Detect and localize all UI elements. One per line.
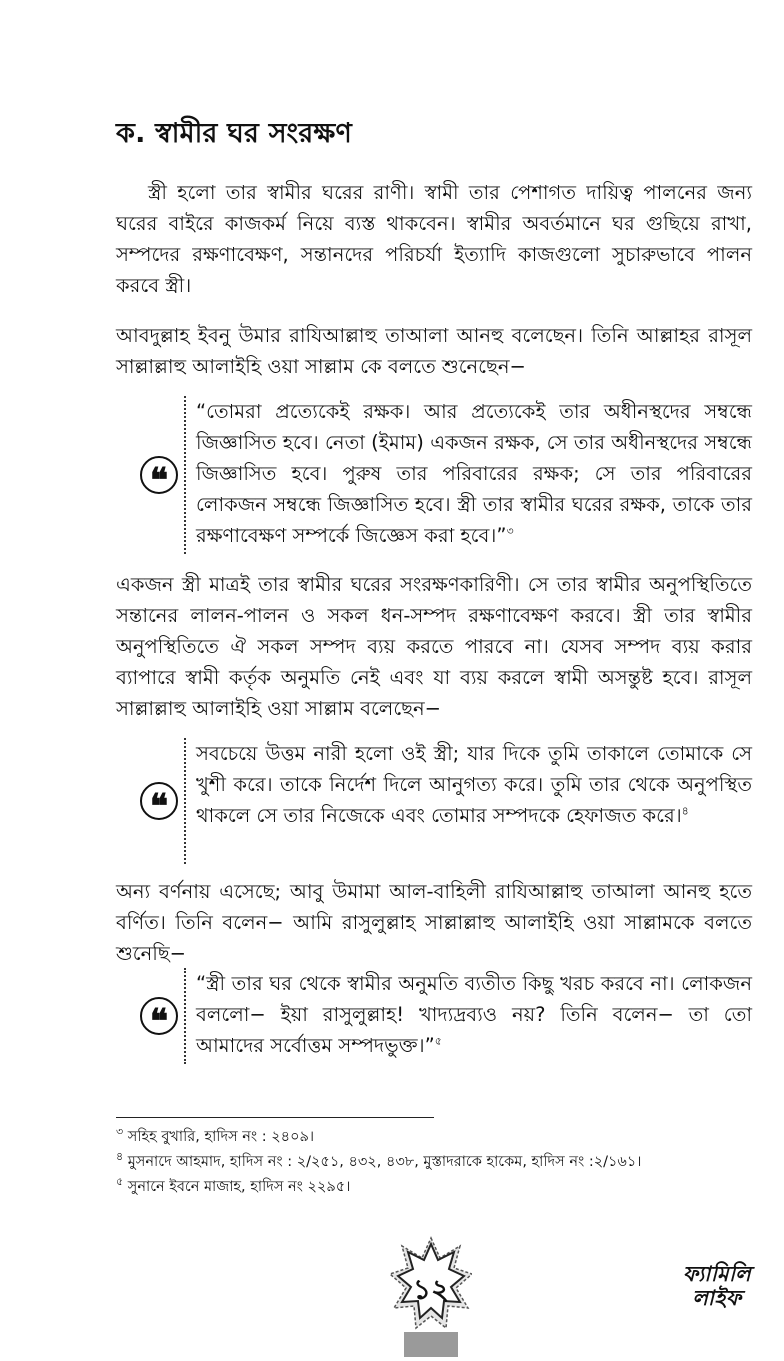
footnotes [116, 1125, 766, 1200]
quote-text-3 [196, 968, 752, 1061]
page-number: ১২ [412, 1273, 450, 1306]
footnote-ref-3: ৩ [506, 524, 514, 538]
footnote-number: ৪ [116, 1150, 124, 1164]
footnote-text: সুনানে ইবনে মাজাহ, হাদিস নং ২২৯৫। [127, 1179, 351, 1195]
family-life-logo [672, 1262, 762, 1310]
badge-tab [404, 1332, 458, 1357]
section-heading: ক. স্বামীর ঘর সংরক্ষণ [116, 118, 353, 149]
narration-paragraph-2: একজন স্ত্রী মাত্রই তার স্বামীর ঘরের সংরক্ষণকারিণী। সে তার স্বামীর অনুপস্থিতিতে সন্তানের লালন-পালন ও সকল ধন-সম্পদ রক্ষণাবেক্ষণ করবে। স্ত্রী তার স্বামীর অনুপস্থিতিতে ঐ সকল সম্পদ ব্যয় করতে পারবে না। যেসব সম্পদ ব্যয় করার ব্যাপারে স্বামী কর্তৃক অনুমতি নেই এবং যা ব্যয় করলে স্বামী অসন্তুষ্ট হবে। রাসূল সাল্লাল্লাহু আলাইহি ওয়া সাল্লাম বলেছেন− [116, 573, 752, 720]
quote-divider [184, 968, 186, 1064]
footnote-number: ৩ [116, 1125, 124, 1139]
logo-line-1: ফ্যামিলি [682, 1262, 752, 1286]
quote-divider [184, 396, 186, 554]
quote-text-2 [196, 738, 752, 831]
hadith-quote-1 [140, 396, 752, 554]
intro-paragraph: স্ত্রী হলো তার স্বামীর ঘরের রাণী। স্বামী তার পেশাগত দায়িত্ব পালনের জন্য ঘরের বাইরে কাজকর্ম নিয়ে ব্যস্ত থাকবেন। স্বামীর অবর্তমানে ঘর গুছিয়ে রাখা, সম্পদের রক্ষণাবেক্ষণ, সন্তানদের পরিচর্যা ইত্যাদি কাজগুলো সুচারুভাবে পালন করবে স্ত্রী। [116, 181, 752, 297]
quote-text-2-body: সবচেয়ে উত্তম নারী হলো ওই স্ত্রী; যার দিকে তুমি তাকালে তোমাকে সে খুশী করে। তাকে নির্দেশ দিলে আনুগত্য করে। তুমি তার থেকে অনুপস্থিত থাকলে সে তার নিজেকে এবং তোমার সম্পদকে হেফাজত করে। [196, 742, 752, 827]
hadith-quote-2 [140, 738, 752, 864]
footnote-4 [116, 1150, 766, 1175]
quote-mark-icon: ❝ [140, 997, 178, 1035]
quote-text-1 [196, 396, 752, 551]
narration-paragraph-1: আবদুল্লাহ ইবনু উমার রাযিআল্লাহু তাআলা আনহু বলেছেন। তিনি আল্লাহর রাসূল সাল্লাল্লাহু আলাইহি ওয়া সাল্লাম কে বলতে শুনেছেন− [116, 324, 752, 378]
footnote-ref-4: ৪ [681, 804, 689, 818]
footnote-ref-5: ৫ [434, 1034, 442, 1048]
footnote-divider [116, 1117, 434, 1118]
quote-text-3-body: “স্ত্রী তার ঘর থেকে স্বামীর অনুমতি ব্যতীত কিছু খরচ করবে না। লোকজন বললো− ইয়া রাসুলুল্লাহ! খাদ্যদ্রব্যও নয়? তিনি বলেন− তা তো আমাদের সর্বোত্তম সম্পদভুক্ত।” [196, 972, 752, 1057]
logo-line-2: লাইফ [692, 1286, 742, 1310]
footnote-5 [116, 1175, 766, 1200]
footnote-3 [116, 1125, 766, 1150]
quote-mark-icon: ❝ [140, 456, 178, 494]
hadith-quote-3 [140, 968, 752, 1064]
quote-mark-icon: ❝ [140, 782, 178, 820]
quote-divider [184, 738, 186, 864]
narration-paragraph-3: অন্য বর্ণনায় এসেছে; আবু উমামা আল-বাহিলী রাযিআল্লাহু তাআলা আনহু হতে বর্ণিত। তিনি বলেন− আমি রাসুলুল্লাহ সাল্লাল্লাহু আলাইহি ওয়া সাল্লামকে বলতে শুনেছি− [116, 880, 752, 965]
footnote-text: মুসনাদে আহমাদ, হাদিস নং : ২/২৫১, ৪৩২, ৪৩৮, মুস্তাদরাকে হাকেম, হাদিস নং :২/১৬১। [127, 1154, 642, 1170]
footnote-text: সহিহ বুখারি, হাদিস নং : ২৪০৯। [127, 1129, 315, 1145]
quote-text-1-body: “তোমরা প্রত্যেকেই রক্ষক। আর প্রত্যেকেই তার অধীনস্থদের সম্বন্ধে জিজ্ঞাসিত হবে। নেতা (ইমাম) একজন রক্ষক, সে তার অধীনস্থদের সম্বন্ধে জিজ্ঞাসিত হবে। পুরুষ তার পরিবারের রক্ষক; সে তার পরিবারের লোকজন সম্বন্ধে জিজ্ঞাসিত হবে। স্ত্রী তার স্বামীর ঘরের রক্ষক, তাকে তার রক্ষণাবেক্ষণ সম্পর্কে জিজ্ঞেস করা হবে।” [196, 400, 752, 547]
page-number-badge [390, 1236, 472, 1357]
footnote-number: ৫ [116, 1175, 124, 1189]
